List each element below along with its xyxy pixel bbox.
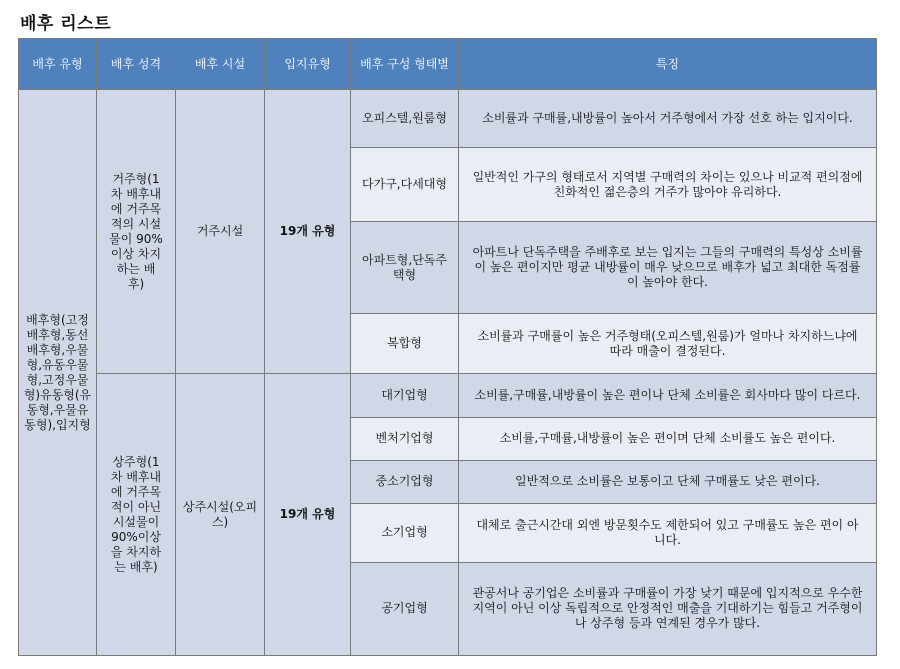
header-row	[19, 39, 877, 90]
page-title: 배후 리스트	[20, 14, 112, 34]
feature-cell: 소비률,구매률,내방률이 높은 편이며 단체 소비률도 높은 편이다.	[459, 417, 877, 460]
form-cell: 중소기업형	[351, 460, 459, 503]
feature-cell: 일반적으로 소비률은 보통이고 단체 구매률도 낮은 편이다.	[459, 460, 877, 503]
type-cell: 배후형(고정배후형,동선배후형,우물형,유동우물형,고정우물형)유동형(유동형,우물유동형),입지형	[19, 90, 97, 656]
header-character: 배후 성격	[97, 39, 176, 90]
form-cell: 복합형	[351, 314, 459, 374]
count-cell-residential: 19개 유형	[265, 90, 351, 374]
feature-cell: 일반적인 가구의 형태로서 지역별 구매력의 차이는 있으나 비교적 편의점에 친화적인 젊은층의 거주가 많아야 유리하다.	[459, 148, 877, 222]
form-cell: 대기업형	[351, 374, 459, 417]
character-cell-residential: 거주형(1차 배후내에 거주목적의 시설물이 90%이상 차지하는 배후)	[97, 90, 176, 374]
feature-cell: 소비률과 구매률,내방률이 높아서 거주형에서 가장 선호 하는 입지이다.	[459, 90, 877, 148]
form-cell: 아파트형,단독주택형	[351, 222, 459, 314]
feature-cell: 소비률,구매률,내방률이 높은 편이나 단체 소비률은 회사마다 많이 다르다.	[459, 374, 877, 417]
feature-cell: 아파트나 단독주택을 주배후로 보는 입지는 그들의 구매력의 특성상 소비률이 높은 편이지만 평균 내방률이 매우 낮으므로 배후가 넓고 최대한 독점률이 높아야 한다.	[459, 222, 877, 314]
table-row	[19, 90, 877, 148]
header-features: 특징	[459, 39, 877, 90]
form-cell: 오피스텔,원룸형	[351, 90, 459, 148]
header-type: 배후 유형	[19, 39, 97, 90]
feature-cell: 소비률과 구매률이 높은 거주형태(오피스텔,원룸)가 얼마나 차지하느냐에 따라 매출이 결정된다.	[459, 314, 877, 374]
header-location-type: 입지유형	[265, 39, 351, 90]
header-facility: 배후 시설	[176, 39, 265, 90]
form-cell: 소기업형	[351, 503, 459, 562]
feature-cell: 관공서나 공기업은 소비률과 구매률이 가장 낮기 때문에 입지적으로 우수한 지역이 아닌 이상 독립적으로 안정적인 매출을 기대하기는 힘들고 거주형이나 상주형 등과 연계된 경우가 많다.	[459, 562, 877, 655]
facility-cell-residential: 거주시설	[176, 90, 265, 374]
table-row	[19, 374, 877, 417]
background-list-table	[18, 38, 877, 656]
form-cell: 다가구,다세대형	[351, 148, 459, 222]
count-cell-commercial: 19개 유형	[265, 374, 351, 656]
header-composition-form: 배후 구성 형태별	[351, 39, 459, 90]
feature-cell: 대체로 출근시간대 외엔 방문횟수도 제한되어 있고 구매률도 높은 편이 아니다.	[459, 503, 877, 562]
facility-cell-commercial: 상주시설(오피스)	[176, 374, 265, 656]
form-cell: 벤처기업형	[351, 417, 459, 460]
character-cell-commercial: 상주형(1차 배후내에 거주목적이 아닌 시설물이 90%이상을 차지하는 배후)	[97, 374, 176, 656]
form-cell: 공기업형	[351, 562, 459, 655]
